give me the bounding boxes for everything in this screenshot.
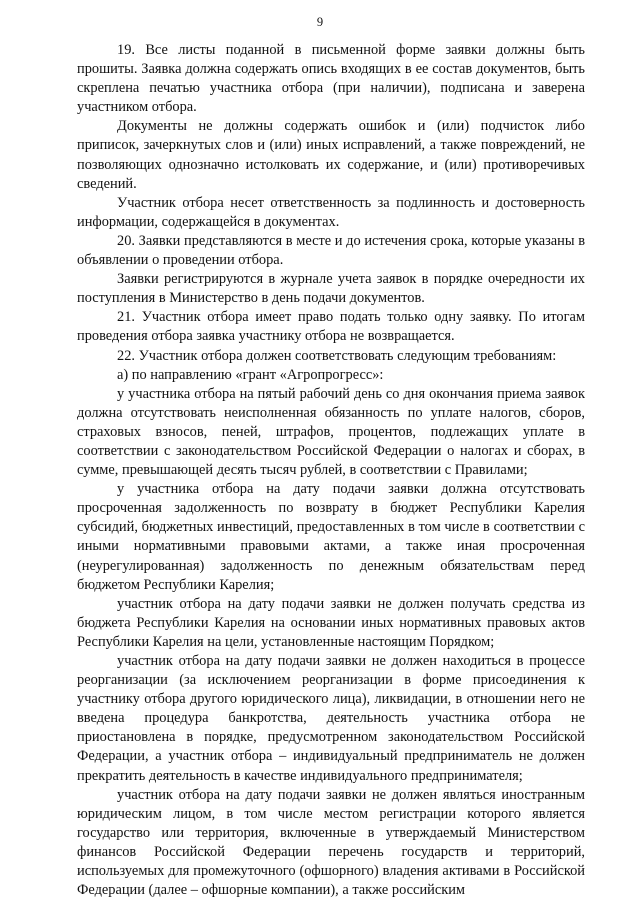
paragraph-participant-responsibility: Участник отбора несет ответственность за подлинность и достоверность информации, содержащейся в документах.: [77, 194, 585, 230]
paragraph-no-tax-debt: у участника отбора на пятый рабочий день со дня окончания приема заявок должна отсутствовать неисполненная обязанность по уплате налогов, сборов, страховых взносов, пеней, штрафов, процентов, подлежащих уплате в соответствии с законодательством Российской Федерации о налогах и сборах, в сумме, превышающей десять тысяч рублей, в соответствии с Правилами;: [77, 385, 585, 479]
paragraph-not-foreign-entity: участник отбора на дату подачи заявки не должен являться иностранным юридическим лицом, в том числе местом регистрации которого является государство или территория, включенные в утверждаемый Министерством финансов Российской Федерации перечень государств и территорий, используемых для промежуточного (офшорного) владения активами в Российской Федерации (далее – офшорные компании), а также российским: [77, 786, 585, 899]
paragraph-22-requirements: 22. Участник отбора должен соответствовать следующим требованиям:: [117, 347, 557, 364]
page-number: 9: [316, 15, 324, 29]
paragraph-19-sheets-stitched: 19. Все листы поданной в письменной форме заявки должны быть прошиты. Заявка должна содержать опись входящих в ее состав документов, быть скреплена печатью участника отбора (при наличии), подписана и заверена участником отбора.: [77, 42, 585, 116]
paragraph-21-one-application: 21. Участник отбора имеет право подать только одну заявку. По итогам проведения отбора заявка участнику отбора не возвращается.: [77, 309, 585, 345]
paragraph-no-other-budget-funds: участник отбора на дату подачи заявки не должен получать средства из бюджета Республики Карелия на основании иных нормативных правовых актов Республики Карелия на цели, установленные настоящим Порядком;: [77, 595, 585, 650]
paragraph-a-agroprogress: а) по направлению «грант «Агропрогресс»:: [117, 366, 384, 383]
paragraph-documents-no-errors: Документы не должны содержать ошибок и (или) подчисток либо приписок, зачеркнутых слов и (или) иных исправлений, а также повреждений, не позволяющих однозначно истолковать их содержание, и (или) противоречивых сведений.: [77, 118, 585, 192]
paragraph-20-submission-place: 20. Заявки представляются в месте и до истечения срока, которые указаны в объявлении о проведении отбора.: [77, 232, 585, 269]
paragraph-no-reorganization: участник отбора на дату подачи заявки не должен находиться в процессе реорганизации (за исключением реорганизации в форме присоединения к участнику отбора другого юридического лица), ликвидации, в отношении него не введена процедура банкротства, деятельность участника отбора не приостановлена в порядке, предусмотренном законодательством Российской Федерации, а участник отбора – индивидуальный предприниматель не должен прекратить деятельность в качестве индивидуального предпринимателя;: [77, 653, 585, 784]
paragraph-no-overdue-debt: у участника отбора на дату подачи заявки должна отсутствовать просроченная задолженность по возврату в бюджет Республики Карелия субсидий, бюджетных инвестиций, предоставленных в том числе в соответствии с иными нормативными правовыми актами, а также иная просроченная (неурегулированная) задолженность по денежным обязательствам перед бюджетом Республики Карелия;: [77, 481, 585, 593]
paragraph-applications-registration: Заявки регистрируются в журнале учета заявок в порядке очередности их поступления в Министерство в день подачи документов.: [77, 271, 585, 307]
document-body: [77, 41, 585, 900]
